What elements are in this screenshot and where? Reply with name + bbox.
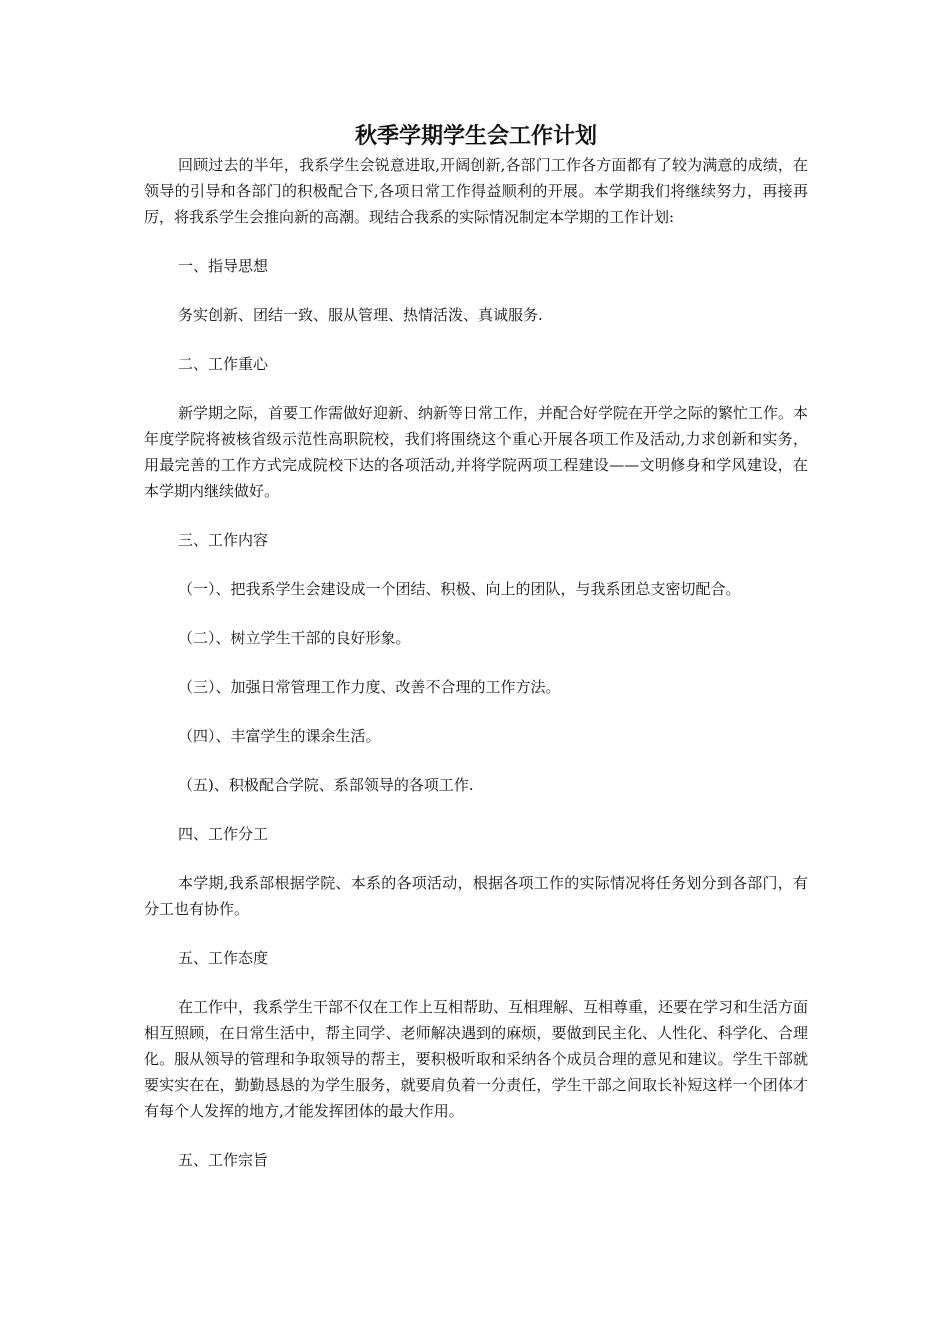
section-heading-work-purpose: 五、工作宗旨 xyxy=(178,1151,269,1169)
spacer xyxy=(144,749,808,772)
document-body xyxy=(144,120,808,1173)
work-content-item: （五)、积极配合学院、系部领导的各项工作. xyxy=(178,776,474,794)
spacer xyxy=(144,798,808,821)
spacer xyxy=(144,651,808,674)
spacer xyxy=(144,971,808,994)
work-content-item: （二）、树立学生干部的良好形象。 xyxy=(178,629,411,647)
section-body-division-of-work: 本学期,我系部根据学院、本系的各项活动，根据各项工作的实际情况将任务划分到各部门，有分工也有协作。 xyxy=(144,874,808,918)
section-body-work-attitude: 在工作中，我系学生干部不仅在工作上互相帮助、互相理解、互相尊重，还要在学习和生活方面相互照顾，在日常生活中，帮主同学、老师解决遇到的麻烦，要做到民主化、人性化、科学化、合理化。服从领导的管理和争取领导的帮主，要积极听取和采纳各个成员合理的意见和建议。学生干部就要实实在在，勤勤恳恳的为学生服务，就要肩负着一分责任，学生干部之间取长补短这样一个团体才有每个人发挥的地方,才能发挥团体的最大作用。 xyxy=(144,998,809,1120)
spacer xyxy=(144,230,808,253)
section-heading-division-of-work: 四、工作分工 xyxy=(178,825,269,843)
spacer xyxy=(144,553,808,576)
spacer xyxy=(144,1124,808,1147)
section-body-work-focus: 新学期之际，首要工作需做好迎新、纳新等日常工作，并配合好学院在开学之际的繁忙工作。本年度学院将被核省级示范性高职院校，我们将围绕这个重心开展各项工作及活动,力求创新和实务，用最完善的工作方式完成院校下达的各项活动,并将学院两项工程建设——文明修身和学风建设，在本学期内继续做好。 xyxy=(144,404,809,500)
intro-paragraph: 回顾过去的半年，我系学生会锐意进取,开阔创新,各部门工作各方面都有了较为满意的成绩，在领导的引导和各部门的积极配合下,各项日常工作得益顺利的开展。本学期我们将继续努力，再接再厉，将我系学生会推向新的高潮。现结合我系的实际情况制定本学期的工作计划: xyxy=(144,156,808,226)
document-title: 秋季学期学生会工作计划 xyxy=(354,123,597,149)
spacer xyxy=(144,377,808,400)
section-heading-guiding-thought: 一、指导思想 xyxy=(178,257,269,275)
spacer xyxy=(144,700,808,723)
spacer xyxy=(144,922,808,945)
work-content-item: （一）、把我系学生会建设成一个团结、积极、向上的团队，与我系团总支密切配合。 xyxy=(178,580,741,598)
spacer xyxy=(144,279,808,302)
work-content-item: （三）、加强日常管理工作力度、改善不合理的工作方法。 xyxy=(178,678,561,696)
spacer xyxy=(144,328,808,351)
section-heading-work-focus: 二、工作重心 xyxy=(178,355,269,373)
spacer xyxy=(144,847,808,870)
spacer xyxy=(144,602,808,625)
section-heading-work-attitude: 五、工作态度 xyxy=(178,949,269,967)
section-heading-work-content: 三、工作内容 xyxy=(178,531,269,549)
section-body-guiding-thought: 务实创新、团结一致、服从管理、热情活泼、真诚服务. xyxy=(178,306,543,324)
spacer xyxy=(144,504,808,527)
work-content-item: （四）、丰富学生的课余生活。 xyxy=(178,727,381,745)
